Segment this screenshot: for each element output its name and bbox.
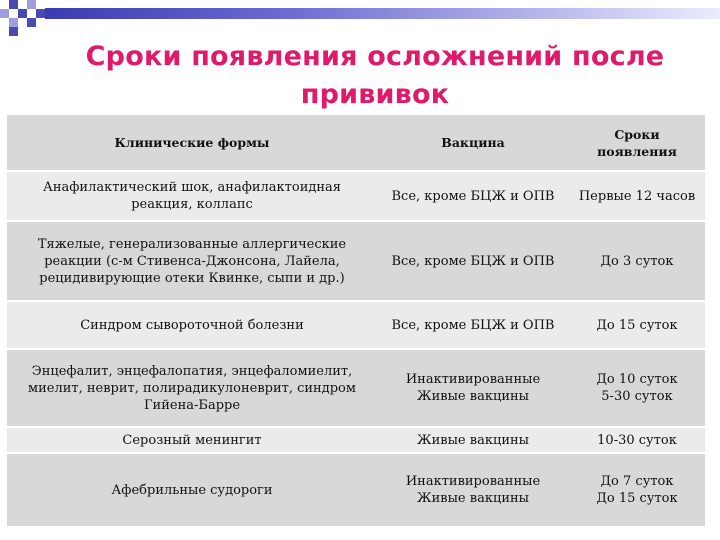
vaccine-cell — [377, 171, 569, 221]
timing-cell — [569, 301, 705, 349]
decorative-squares — [0, 0, 90, 40]
timing-cell — [569, 221, 705, 301]
cell-line: До 10 суток — [596, 372, 678, 387]
slide-title — [30, 38, 720, 114]
cell-line: Инактивированные — [405, 372, 541, 387]
cell-line: реакция, коллапс — [131, 197, 253, 212]
slide-title-line2: прививок — [300, 79, 450, 110]
cell-line: Все, кроме БЦЖ и ОПВ — [391, 317, 555, 333]
clinical-form-cell — [7, 453, 377, 527]
cell-line: рецидивирующие отеки Квинке, сыпи и др.) — [39, 270, 345, 286]
cell-line: Все, кроме БЦЖ и ОПВ — [391, 188, 555, 204]
clinical-form-cell — [7, 171, 377, 221]
clinical-form-cell — [7, 427, 377, 453]
vaccine-cell — [377, 221, 569, 301]
cell-line: 10-30 суток — [597, 432, 677, 448]
table-row — [7, 171, 705, 221]
cell-line: Анафилактический шок, анафилактоидная — [43, 180, 341, 195]
cell-line: До 7 суток — [600, 474, 674, 489]
cell-line: Энцефалит, энцефалопатия, энцефаломиелит, — [31, 363, 353, 379]
vaccine-cell — [377, 453, 569, 527]
cell-line: До 3 суток — [600, 253, 674, 269]
vaccine-cell — [377, 427, 569, 453]
header-clinical-forms: Клинические формы — [7, 115, 377, 171]
timing-cell — [569, 427, 705, 453]
header-timing — [569, 115, 705, 171]
cell-line: Живые вакцины — [417, 491, 529, 506]
cell-line: Инактивированные — [405, 474, 541, 489]
cell-line: 5-30 суток — [601, 389, 673, 404]
timing-cell — [569, 349, 705, 427]
complications-table — [7, 115, 705, 528]
cell-line: До 15 суток — [596, 491, 678, 506]
cell-line: Синдром сывороточной болезни — [80, 317, 304, 333]
cell-line: Все, кроме БЦЖ и ОПВ — [391, 253, 555, 269]
cell-line: Серозный менингит — [122, 432, 262, 448]
clinical-form-cell — [7, 221, 377, 301]
cell-line: Живые вакцины — [417, 389, 529, 404]
table-row — [7, 349, 705, 427]
clinical-form-cell — [7, 301, 377, 349]
cell-line: Афебрильные судороги — [111, 482, 273, 498]
cell-line: реакции (с-м Стивенса-Джонсона, Лайела, — [44, 253, 340, 269]
cell-line: Гийена-Барре — [143, 397, 241, 413]
cell-line: Тяжелые, генерализованные аллергические — [37, 236, 347, 252]
slide-title-line1: Сроки появления осложнений после — [85, 41, 665, 72]
header-gradient-bar — [45, 8, 720, 19]
table-row — [7, 301, 705, 349]
timing-cell — [569, 453, 705, 527]
clinical-form-cell — [7, 349, 377, 427]
table-row — [7, 221, 705, 301]
vaccine-cell — [377, 349, 569, 427]
cell-line: До 15 суток — [596, 317, 678, 333]
vaccine-cell — [377, 301, 569, 349]
header-timing-text: Сроки появления — [597, 126, 677, 159]
header-vaccine: Вакцина — [377, 115, 569, 171]
table-row — [7, 427, 705, 453]
cell-line: миелит, неврит, полирадикулоневрит, синдром — [28, 380, 356, 396]
table-header-row — [7, 115, 705, 171]
cell-line: Живые вакцины — [417, 432, 529, 448]
table-row — [7, 453, 705, 527]
cell-line: Первые 12 часов — [578, 188, 696, 204]
timing-cell — [569, 171, 705, 221]
